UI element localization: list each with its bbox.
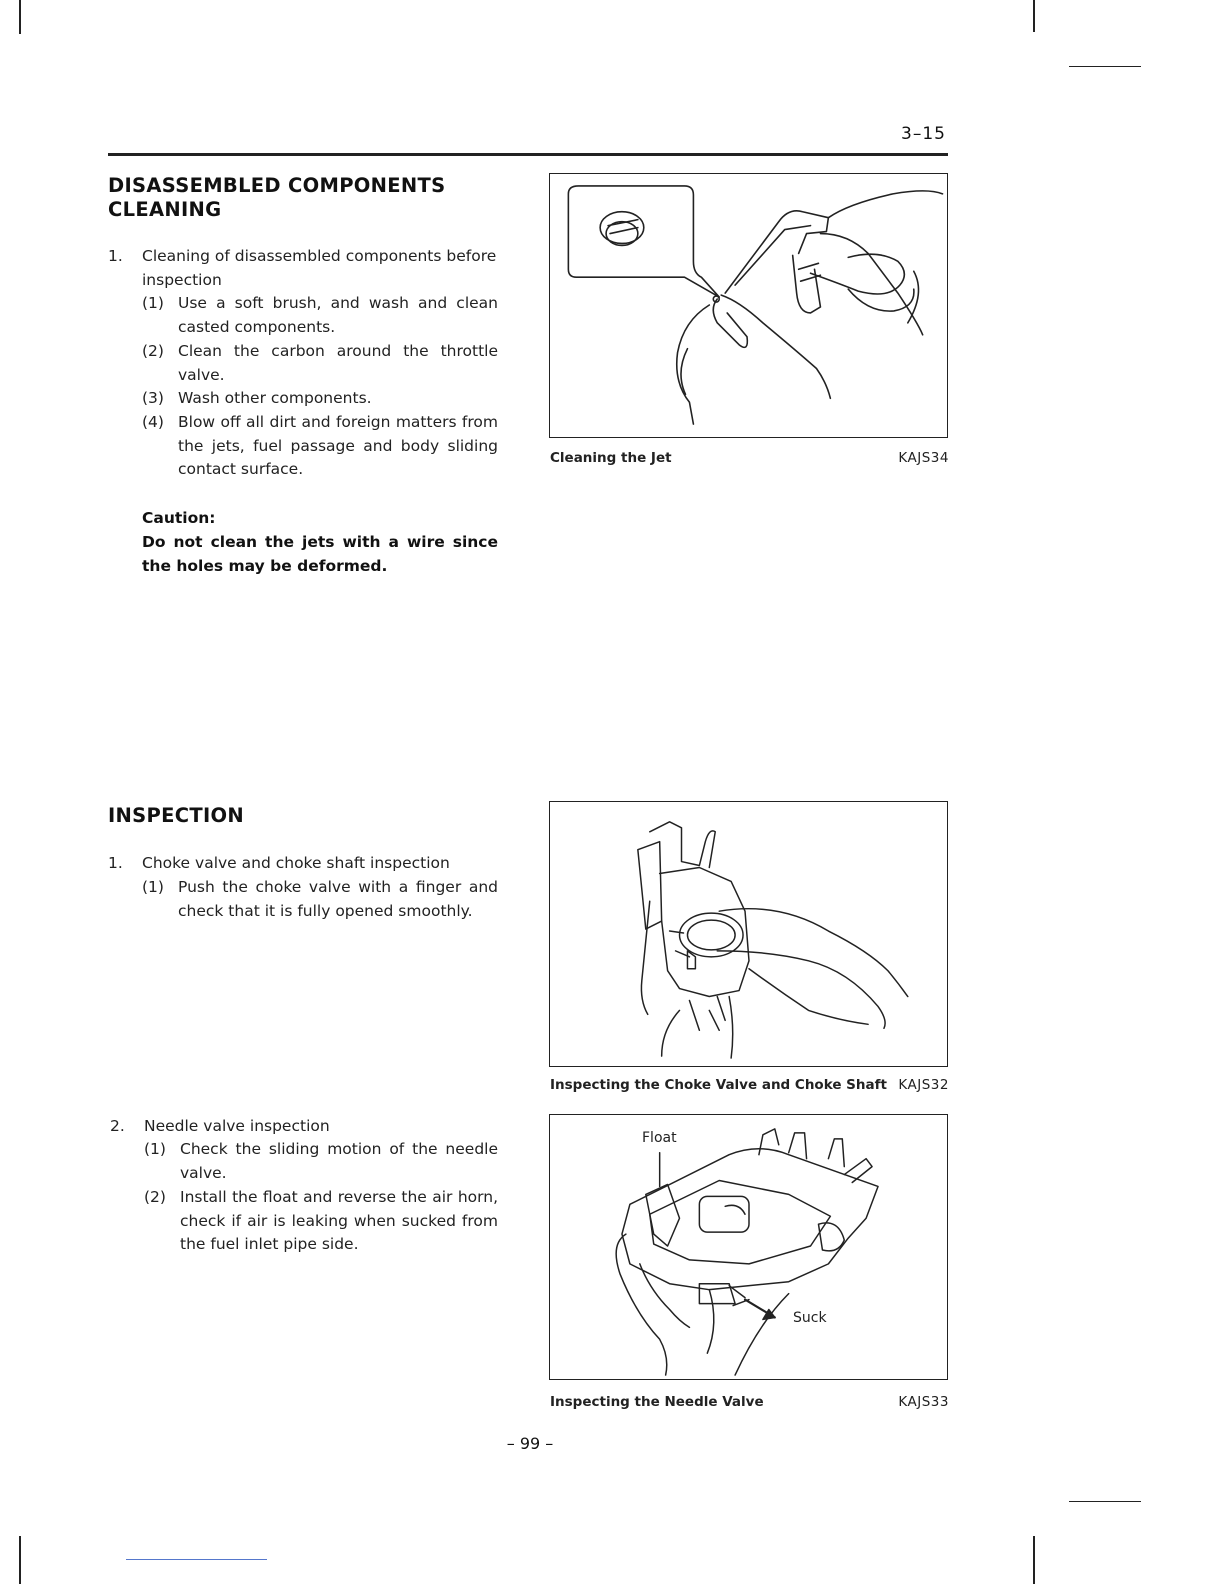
figure-cleaning-jet [549,173,948,438]
inspection-item-2-subitem-1-text: Check the sliding motion of the needle valve. [180,1140,498,1182]
cleaning-title-line2: CLEANING [108,198,222,221]
cleaning-subitem-4 [142,411,498,482]
cleaning-subitem-4-text: Blow off all dirt and foreign matters from the jets, fuel passage and body sliding contact surface. [178,413,498,479]
page-section-number: 3–15 [901,124,946,144]
figure-2-id: KAJS32 [898,1077,949,1093]
inspection-item-1-number: 1. [108,854,123,872]
cleaning-subitem-2 [142,340,498,387]
figure-choke-valve [549,801,948,1067]
inspection-item-1-subitem-1-text: Push the choke valve with a finger and check that it is fully opened smoothly. [178,878,498,920]
crop-mark-top-right [1033,0,1035,32]
cleaning-subitem-2-number: (2) [142,342,164,360]
cleaning-subitem-4-number: (4) [142,413,164,431]
cleaning-subitem-1 [142,292,498,339]
caution-label: Caution: [142,509,216,527]
figure-2-caption: Inspecting the Choke Valve and Choke Shaft [550,1077,887,1093]
inspection-item-2-subitem-2-number: (2) [144,1188,166,1206]
bottom-link-line [126,1559,267,1560]
cleaning-subitem-1-number: (1) [142,294,164,312]
inspection-item-1 [108,852,500,876]
inspection-item-2-subitem-2-text: Install the float and reverse the air horn, check if air is leaking when sucked from the fuel inlet pipe side. [180,1188,498,1254]
crop-mark-right-bottom [1069,1501,1141,1502]
cleaning-jet-illustration [550,174,947,437]
figure-needle-valve [549,1114,948,1380]
header-rule [108,153,948,156]
cleaning-subitem-3-number: (3) [142,389,164,407]
inspection-item-2-text: Needle valve inspection [144,1117,330,1135]
crop-mark-top-left [19,0,21,34]
cleaning-title-line1: DISASSEMBLED COMPONENTS [108,174,446,197]
inspection-item-1-subitem-1-number: (1) [142,878,164,896]
figure-3-caption: Inspecting the Needle Valve [550,1394,764,1410]
cleaning-subitem-2-text: Clean the carbon around the throttle valve. [178,342,498,384]
needle-valve-illustration [550,1115,947,1379]
inspection-item-1-subitem-1 [142,876,498,923]
crop-mark-bottom-right [1033,1536,1035,1584]
cleaning-item-1 [108,245,500,292]
cleaning-subitem-3 [142,387,498,411]
suck-label: Suck [793,1310,827,1326]
cleaning-item-1-text: Cleaning of disassembled components before inspection [142,247,497,289]
caution-text: Do not clean the jets with a wire since the holes may be deformed. [142,533,498,575]
inspection-item-2-subitem-2 [144,1186,498,1257]
inspection-item-2-number: 2. [110,1117,125,1135]
cleaning-item-1-number: 1. [108,247,123,265]
cleaning-subitem-3-text: Wash other components. [178,389,372,407]
figure-1-caption: Cleaning the Jet [550,450,672,466]
float-label: Float [642,1130,677,1146]
inspection-item-1-text: Choke valve and choke shaft inspection [142,854,450,872]
inspection-item-2-subitem-1 [144,1138,498,1185]
page-number: – 99 – [506,1434,554,1453]
cleaning-subitem-1-text: Use a soft brush, and wash and clean casted components. [178,294,498,336]
choke-valve-illustration [550,802,947,1066]
figure-3-id: KAJS33 [898,1394,949,1410]
crop-mark-right-top [1069,66,1141,67]
inspection-item-2-subitem-1-number: (1) [144,1140,166,1158]
inspection-item-2 [110,1115,502,1139]
crop-mark-bottom-left [19,1536,21,1584]
figure-1-id: KAJS34 [898,450,949,466]
inspection-title: INSPECTION [108,804,244,827]
